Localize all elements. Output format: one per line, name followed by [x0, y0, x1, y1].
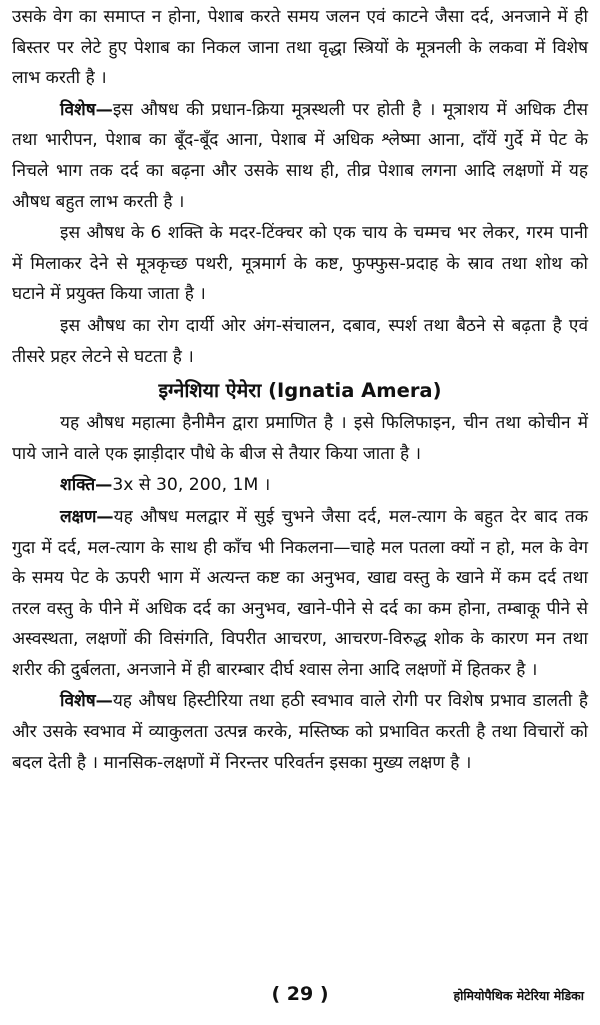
paragraph-urinary-symptoms — [12, 2, 588, 94]
paragraph-symptoms — [12, 502, 588, 686]
paragraph-label-vishesh: विशेष— — [60, 99, 113, 120]
paragraph-label-lakshan: लक्षण— — [60, 506, 114, 527]
paragraph-label-shakti: शक्ति— — [60, 475, 113, 496]
paragraph-text: यह औषध हिस्टीरिया तथा हठी स्वभाव वाले रोगी पर विशेष प्रभाव डालती है और उसके स्वभाव में व्याकुलता उत्पन्न करके, मस्तिष्क को प्रभावित करती है तथा विचारों को बदल देती है । मानसिक-लक्षणों में निरन्तर परिवर्तन इसका मुख्य लक्षण है । — [12, 691, 588, 773]
page-footer — [12, 979, 588, 1009]
paragraph-potency — [12, 470, 588, 501]
paragraph-text: इस औषध का रोग दार्यी ओर अंग-संचालन, दबाव, स्पर्श तथा बैठने से बढ़ता है एवं तीसरे प्रहर लेटने से घटता है । — [12, 315, 588, 367]
page-number: ( 29 ) — [271, 983, 329, 1005]
section-heading-ignatia: इग्नेशिया ऐमेरा (Ignatia Amera) — [158, 379, 442, 403]
paragraph-text: 3x से 30, 200, 1M । — [112, 475, 271, 496]
paragraph-modalities — [12, 311, 588, 372]
paragraph-text: इस औषध की प्रधान-क्रिया मूत्रस्थली पर होती है । मूत्राशय में अधिक टीस तथा भारीपन, पेशाब का बूँद-बूँद आना, पेशाब में अधिक श्लेष्मा आना, दाँयें गुर्दे में पेट के निचले भाग तक दर्द का बढ़ना और उसके साथ ही, तीव्र पेशाब लगना आदि लक्षणों में यह औषध बहुत लाभ करती है । — [12, 99, 588, 212]
paragraph-text: उसके वेग का समाप्त न होना, पेशाब करते समय जलन एवं काटने जैसा दर्द, अनजाने में ही बिस्तर पर लेटे हुए पेशाब का निकल जाना तथा वृद्धा स्त्रियों के मूत्रनली के लकवा में विशेष लाभ करती है । — [12, 7, 588, 89]
paragraph-ignatia-intro — [12, 408, 588, 469]
book-page — [12, 2, 588, 1022]
paragraph-mother-tincture — [12, 218, 588, 310]
paragraph-text: इस औषध के 6 शक्ति के मदर-टिंक्चर को एक चाय के चम्मच भर लेकर, गरम पानी में मिलाकर देने से मूत्रकृच्छ पथरी, मूत्रमार्ग के कष्ट, फुफ्फुस-प्रदाह के स्राव तथा शोथ को घटाने में प्रयुक्त किया जाता है । — [12, 223, 588, 305]
running-book-title: होमियोपैथिक मेटेरिया मेडिका — [453, 988, 584, 1003]
paragraph-text: यह औषध मलद्वार में सुई चुभने जैसा दर्द, मल-त्याग के बहुत देर बाद तक गुदा में दर्द, मल-त्याग के साथ ही काँच भी निकलना—चाहे मल पतला क्यों न हो, मल के वेग के समय पेट के ऊपरी भाग में अत्यन्त कष्ट का अनुभव, खाद्य वस्तु के खाने में कम दर्द तथा तरल वस्तु के पीने में अधिक दर्द का अनुभव, खाने-पीने से दर्द का कम होना, तम्बाकू पीने से अस्वस्थता, लक्षणों की विसंगति, विपरीत आचरण, आचरण-विरुद्ध शोक के कारण मन तथा शरीर की दुर्बलता, अनजाने में ही बारम्बार दीर्घ श्वास लेना आदि लक्षणों में हितकर है । — [12, 506, 588, 680]
paragraph-ignatia-special — [12, 686, 588, 778]
paragraph-special-note — [12, 95, 588, 217]
paragraph-text: यह औषध महात्मा हैनीमैन द्वारा प्रमाणित है । इसे फिलिफाइन, चीन तथा कोचीन में पाये जाने वाले एक झाड़ीदार पौधे के बीज से तैयार किया जाता है । — [12, 413, 588, 464]
paragraph-label-vishesh: विशेष— — [60, 691, 113, 712]
